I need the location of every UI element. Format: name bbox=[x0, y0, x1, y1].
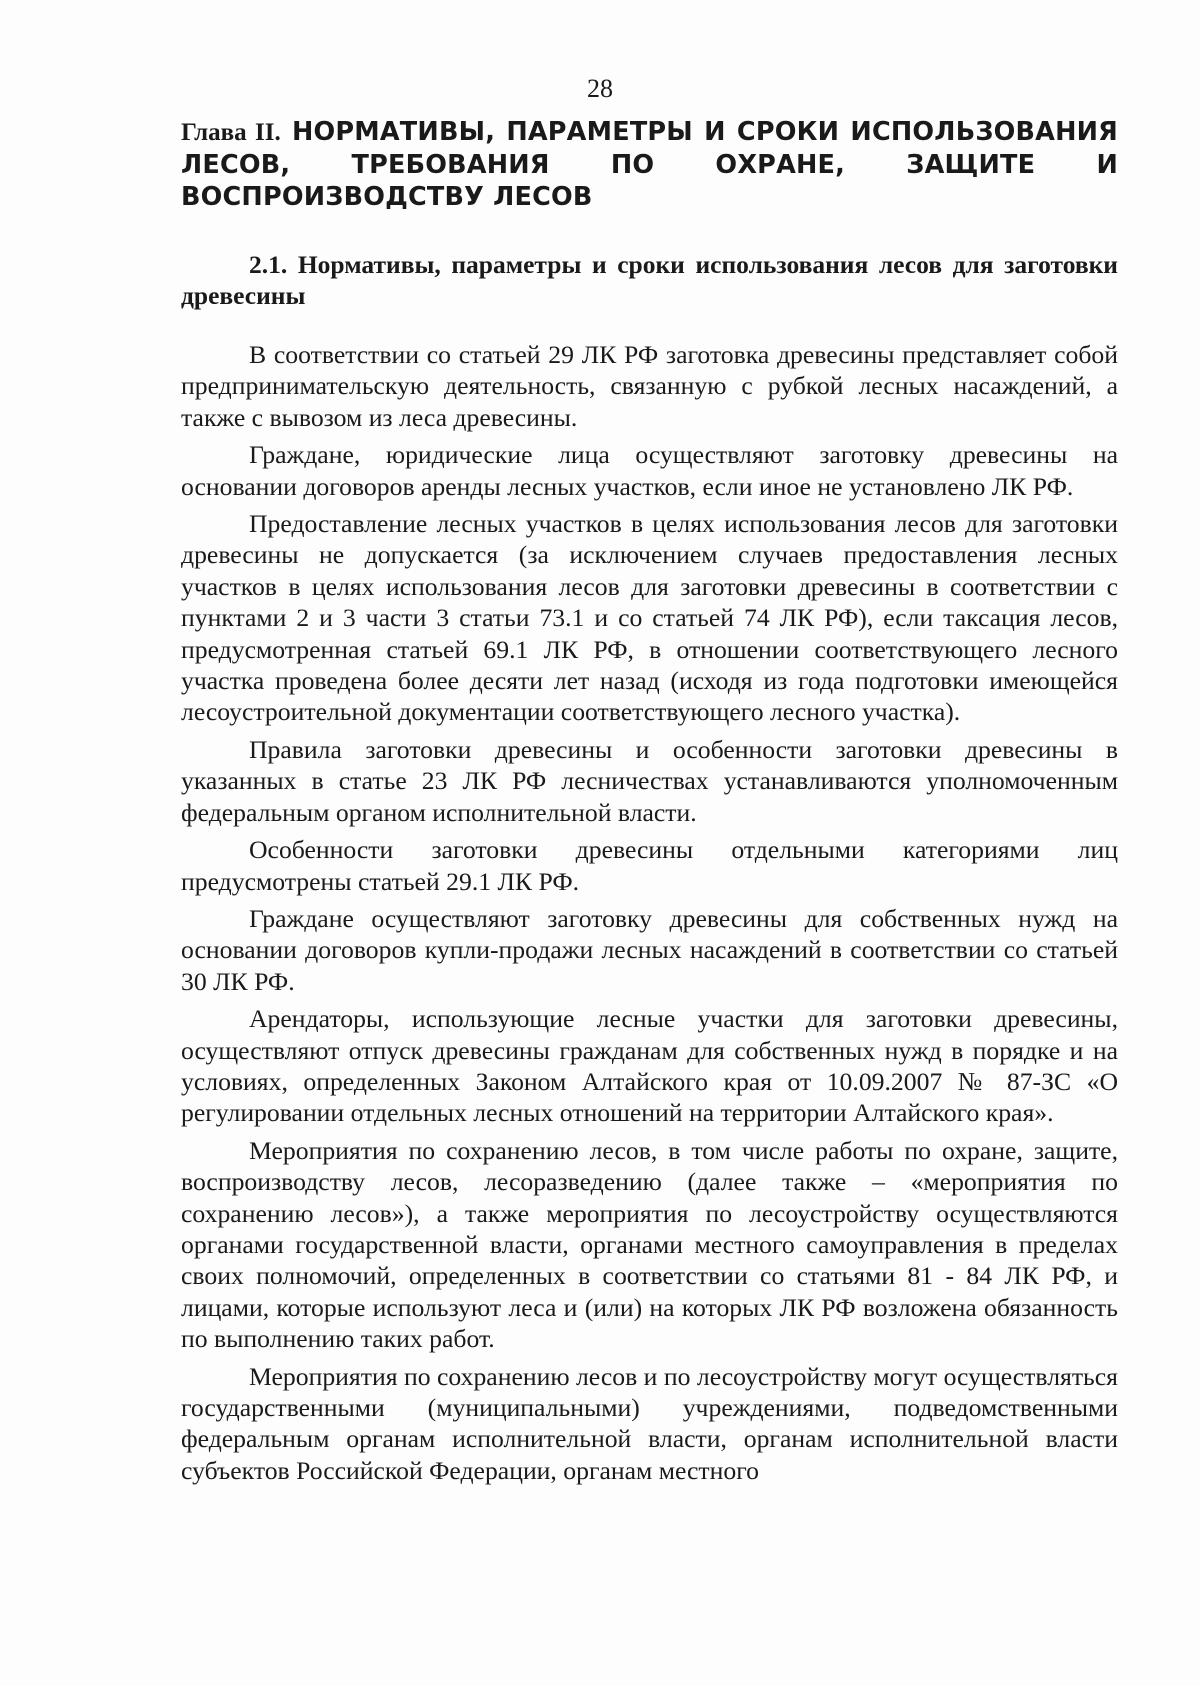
page-content bbox=[181, 116, 1118, 1486]
paragraph: Правила заготовки древесины и особенности заготовки древесины в указанных в статье 23 ЛК РФ лесничествах устанавливаются уполномоченным федеральным органом исполнительной власти. bbox=[181, 734, 1118, 827]
body-text bbox=[181, 339, 1118, 1486]
paragraph: Граждане осуществляют заготовку древесины для собственных нужд на основании договоров купли-продажи лесных насаждений в соответствии со статьей 30 ЛК РФ. bbox=[181, 903, 1118, 996]
paragraph-continued: Мероприятия по сохранению лесов и по лесоустройству могут осуществляться государственными (муниципальными) учреждениями, подведомственными федеральным органам исполнительной власти, органам исполнительной власти субъектов Российской Федерации, органам местного bbox=[181, 1361, 1118, 1485]
paragraph: Граждане, юридические лица осуществляют заготовку древесины на основании договоров аренды лесных участков, если иное не установлено ЛК РФ. bbox=[181, 440, 1118, 501]
paragraph: В соответствии со статьей 29 ЛК РФ заготовка древесины представляет собой предпринимательскую деятельность, связанную с рубкой лесных насаждений, а также с вывозом из леса древесины. bbox=[181, 340, 1118, 432]
paragraph: Особенности заготовки древесины отдельными категориями лиц предусмотрены статьей 29.1 ЛК РФ. bbox=[181, 835, 1118, 896]
paragraph: Арендаторы, использующие лесные участки для заготовки древесины, осуществляют отпуск древесины гражданам для собственных нужд в порядке и на условиях, определенных Законом Алтайского края от 10.09.2007 № 87-ЗС «О регулировании отдельных лесных отношений на территории Алтайского края». bbox=[181, 1004, 1118, 1128]
chapter-heading bbox=[181, 116, 1118, 213]
paragraph: Мероприятия по сохранению лесов, в том числе работы по охране, защите, воспроизводству лесов, лесоразведению (далее также – «мероприятия по сохранению лесов»), а также мероприятия по лесоустройству осуществляются органами государственной власти, органами местного самоуправления в пределах своих полномочий, определенных в соответствии со статьями 81 - 84 ЛК РФ, и лицами, которые используют леса и (или) на которых ЛК РФ возложена обязанность по выполнению таких работ. bbox=[181, 1135, 1118, 1354]
paragraph: Предоставление лесных участков в целях использования лесов для заготовки древесины не допускается (за исключением случаев предоставления лесных участков в целях использования лесов для заготовки древесины в соответствии с пунктами 2 и 3 части 3 статьи 73.1 и со статьей 74 ЛК РФ), если таксация лесов, предусмотренная статьей 69.1 ЛК РФ, в отношении соответствующего лесного участка проведена более десяти лет назад (исходя из года подготовки имеющейся лесоустроительной документации соответствующего лесного участка). bbox=[181, 509, 1118, 727]
chapter-title: НОРМАТИВЫ, ПАРАМЕТРЫ И СРОКИ ИСПОЛЬЗОВАНИЯ ЛЕСОВ, ТРЕБОВАНИЯ ПО ОХРАНЕ, ЗАЩИТЕ И ВОСПРОИЗВОДСТВУ ЛЕСОВ bbox=[181, 117, 1119, 212]
chapter-label: Глава II. bbox=[181, 119, 281, 146]
section-title: 2.1. Нормативы, параметры и сроки использования лесов для заготовки древесины bbox=[181, 250, 1118, 310]
page-number: 28 bbox=[587, 74, 613, 103]
